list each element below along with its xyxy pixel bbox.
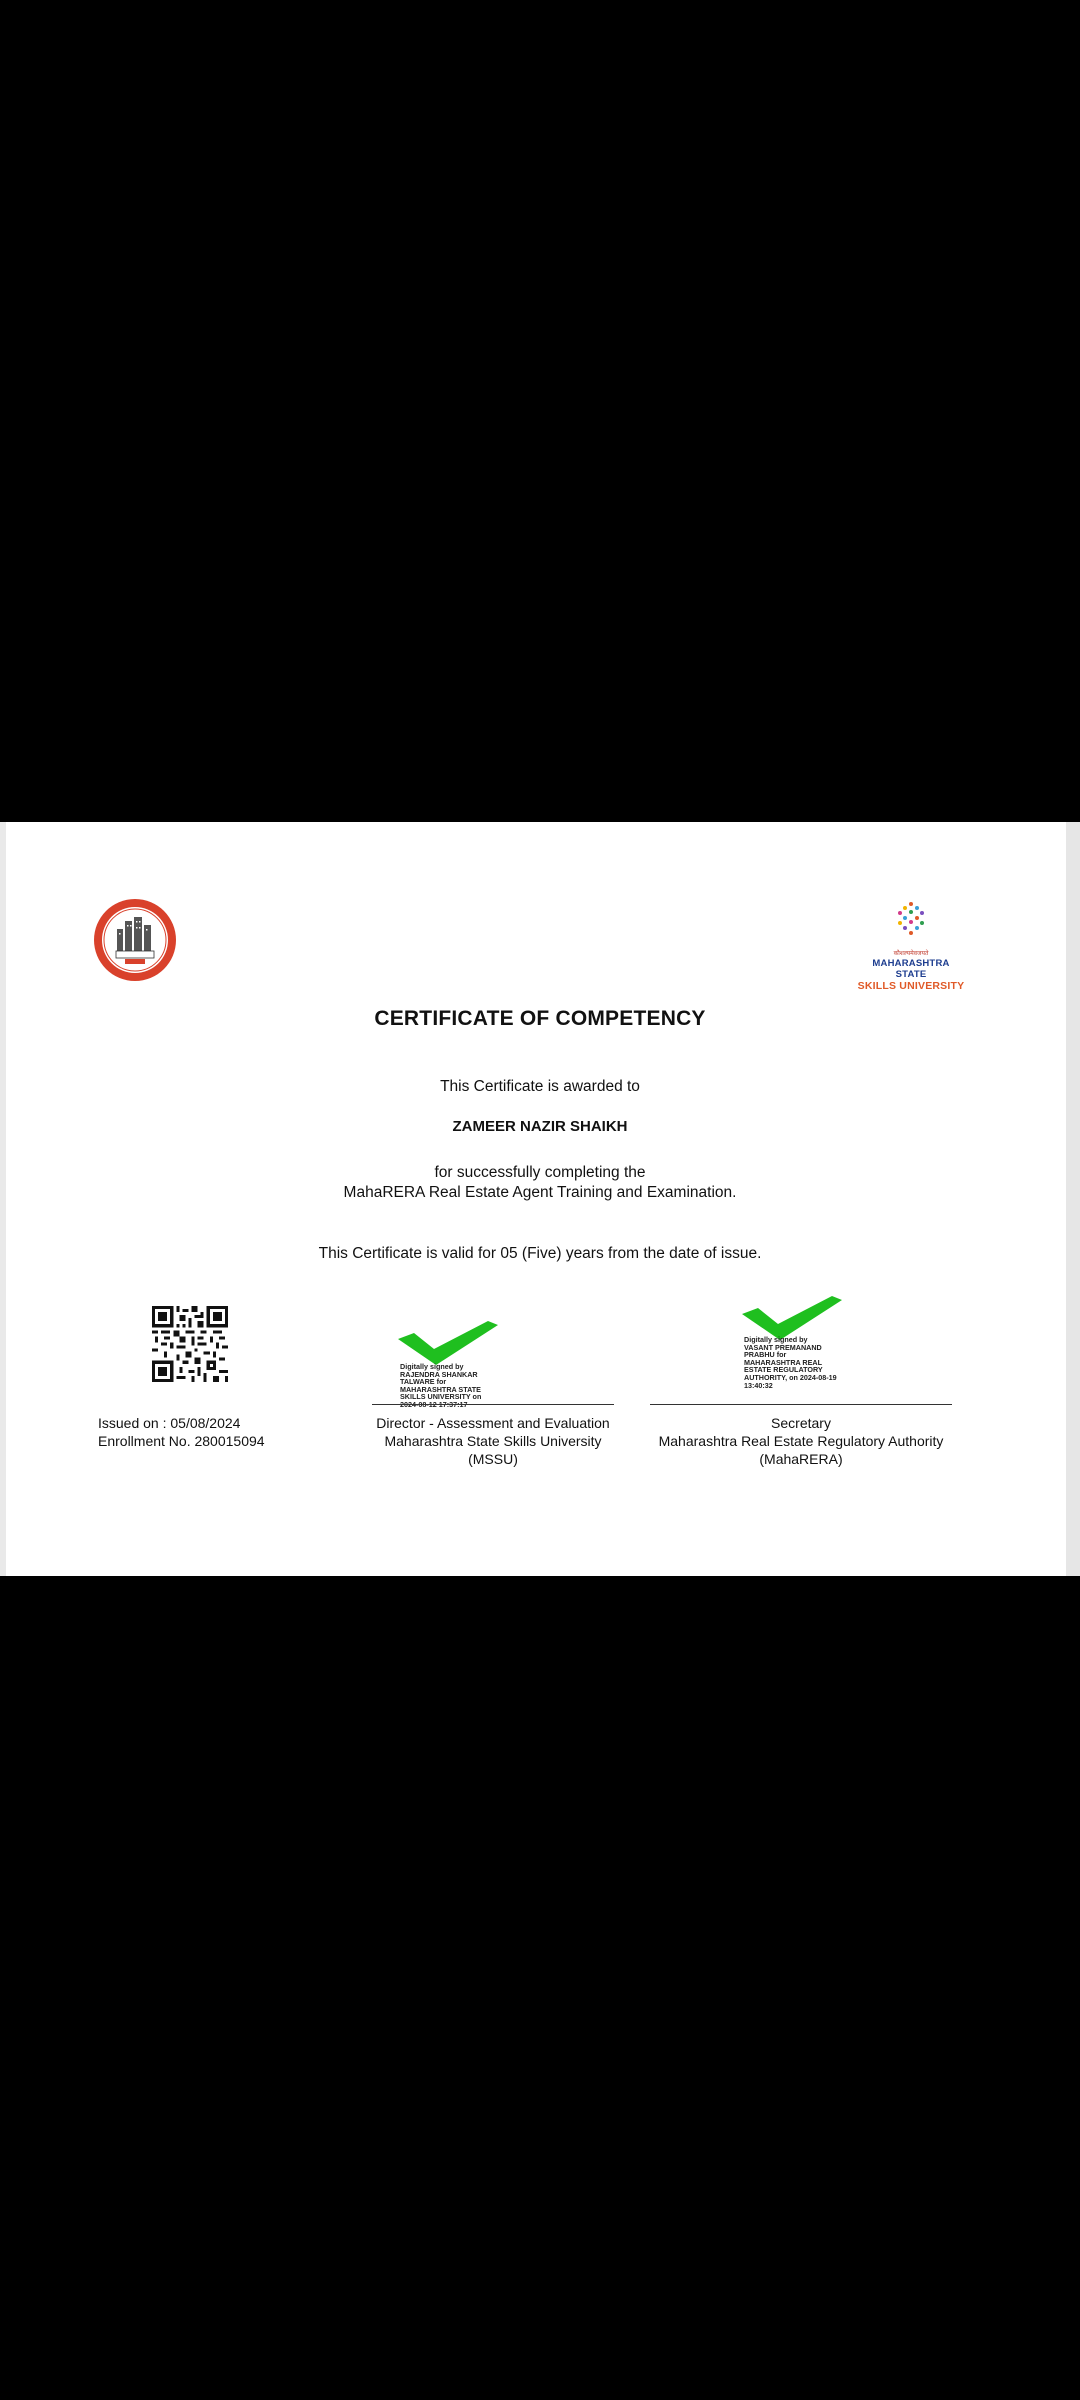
recipient-name: ZAMEER NAZIR SHAIKH [452,1118,628,1135]
awarded-line: This Certificate is awarded to [440,1078,640,1095]
mssu-name-line2: SKILLS UNIVERSITY [857,980,965,992]
signature-rule-2 [650,1404,952,1405]
mssu-name-line1: MAHARASHTRA STATE [872,958,950,980]
signatory-1-details [362,1414,624,1468]
signatory-2-details [640,1414,962,1468]
validity-line: This Certificate is valid for 05 (Five) years from the date of issue. [318,1245,762,1262]
signature-stamp-1: Digitally signed by RAJENDRA SHANKAR TALWARE for MAHARASHTRA STATE SKILLS UNIVERSITY on 2024-08-12 17:37:17 [400,1362,482,1409]
mssu-logo [856,900,966,1000]
qr-code[interactable] [152,1306,228,1382]
signature-stamp-2: Digitally signed by VASANT PREMANAND PRABHU for MAHARASHTRA REAL ESTATE REGULATORY AUTHORITY, on 2024-08-19 13:40:32 [744,1335,837,1390]
mssu-tagline: कौशल्यमेवजयते [893,951,929,957]
signatory-1-org: Maharashtra State Skills University [384,1433,602,1449]
completion-line-2: MahaRERA Real Estate Agent Training and Examination. [343,1184,737,1201]
issue-details [98,1414,265,1450]
signatory-1-role: Director - Assessment and Evaluation [376,1415,610,1431]
signatory-2-role: Secretary [771,1415,831,1431]
signatory-2-abbr: (MahaRERA) [759,1451,843,1467]
check-tick-icon [396,1319,500,1365]
signatory-2-org: Maharashtra Real Estate Regulatory Authority [658,1433,944,1449]
completion-line-1: for successfully completing the [434,1164,646,1181]
signature-rule-1 [372,1404,614,1405]
maharera-seal-logo [92,897,178,983]
enrollment-number: Enrollment No. 280015094 [98,1433,265,1449]
signatory-1-abbr: (MSSU) [468,1451,518,1467]
mssu-emblem-icon [891,900,931,940]
certificate-page [0,822,1080,1576]
certificate-title: CERTIFICATE OF COMPETENCY [374,1007,706,1030]
issued-on: Issued on : 05/08/2024 [98,1415,241,1431]
check-tick-icon [740,1294,844,1340]
